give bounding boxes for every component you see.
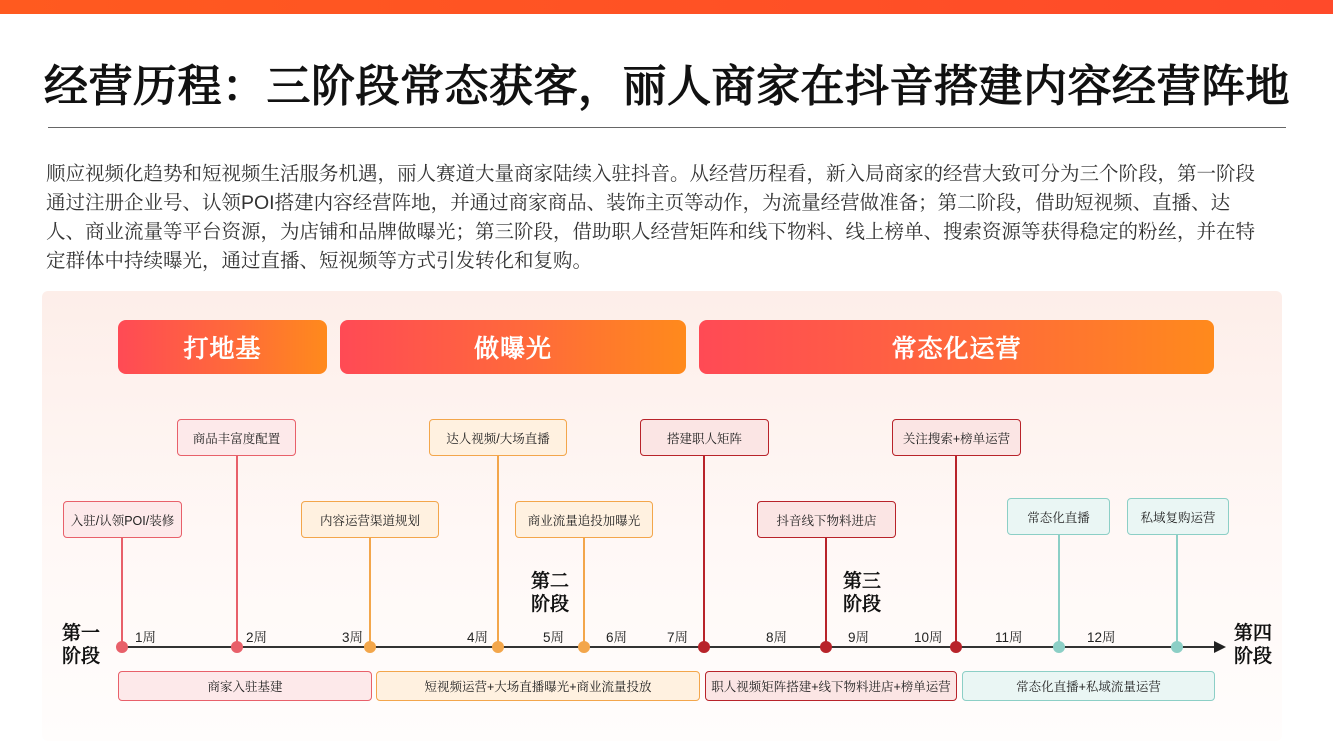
week-label: 7周	[667, 630, 689, 645]
stage-label-second	[531, 570, 569, 616]
week-label: 11周	[995, 630, 1023, 645]
milestone-box: 达人视频/大场直播	[429, 419, 567, 456]
milestone-box: 入驻/认领POI/装修	[63, 501, 182, 538]
timeline-dot	[116, 641, 128, 653]
week-label: 12周	[1087, 630, 1116, 645]
timeline-dot	[1053, 641, 1065, 653]
milestone-box: 内容运营渠道规划	[301, 501, 439, 538]
milestone-box: 搭建职人矩阵	[640, 419, 769, 456]
timeline-dot	[1171, 641, 1183, 653]
phase-foundation: 打地基	[118, 320, 327, 374]
axis-arrow-icon	[1214, 641, 1226, 653]
milestone-box: 商业流量追投加曝光	[515, 501, 653, 538]
stage-label-line: 第四	[1234, 623, 1273, 644]
timeline-dot	[492, 641, 504, 653]
timeline-dot	[364, 641, 376, 653]
stage-label-line: 阶段	[62, 646, 101, 667]
milestone-box: 常态化直播	[1007, 498, 1110, 535]
week-label: 5周	[543, 630, 565, 645]
intro-paragraph: 顺应视频化趋势和短视频生活服务机遇，丽人赛道大量商家陆续入驻抖音。从经营历程看，新入局商家的经营大致可分为三个阶段，第一阶段通过注册企业号、认领POI搭建内容经营阵地，并通过商家商品、装饰主页等动作，为流量经营做准备；第二阶段，借助短视频、直播、达人、商业流量等平台资源，为店铺和品牌做曝光；第三阶段，借助职人经营矩阵和线下物料、线上榜单、搜索资源等获得稳定的粉丝，并在特定群体中持续曝光，通过直播、短视频等方式引发转化和复购。	[46, 163, 1256, 272]
bottom-summary-bar: 商家入驻基建	[118, 671, 372, 701]
stage-label-third	[843, 570, 881, 616]
week-label: 2周	[246, 630, 268, 645]
stage-label-line: 阶段	[1234, 646, 1273, 667]
stage-label-line: 阶段	[843, 594, 882, 615]
milestone-box: 私域复购运营	[1127, 498, 1229, 535]
phase-exposure: 做曝光	[340, 320, 686, 374]
week-label: 3周	[342, 630, 364, 645]
milestone-box: 关注搜索+榜单运营	[892, 419, 1021, 456]
timeline-dot	[950, 641, 962, 653]
bottom-summary-bar: 短视频运营+大场直播曝光+商业流量投放	[376, 671, 700, 701]
stage-label-line: 第一	[62, 623, 101, 644]
timeline-dot	[698, 641, 710, 653]
stage-label-line: 第二	[531, 571, 570, 592]
week-label: 1周	[135, 630, 157, 645]
week-label: 6周	[606, 630, 628, 645]
timeline-dot	[578, 641, 590, 653]
milestone-box: 商品丰富度配置	[177, 419, 296, 456]
milestone-box: 抖音线下物料进店	[757, 501, 896, 538]
timeline-dot	[231, 641, 243, 653]
stage-label-fourth	[1234, 622, 1272, 668]
page-title: 经营历程：三阶段常态获客，丽人商家在抖音搭建内容经营阵地	[44, 62, 1290, 111]
bottom-summary-bar: 职人视频矩阵搭建+线下物料进店+榜单运营	[705, 671, 957, 701]
week-label: 10周	[914, 630, 943, 645]
bottom-summary-bar: 常态化直播+私域流量运营	[962, 671, 1215, 701]
week-label: 8周	[766, 630, 788, 645]
week-label: 4周	[467, 630, 489, 645]
timeline-dot	[820, 641, 832, 653]
phase-operation: 常态化运营	[699, 320, 1214, 374]
stage-label-line: 第三	[843, 571, 882, 592]
week-label: 9周	[848, 630, 870, 645]
stage-label-first	[62, 622, 100, 668]
stage-label-line: 阶段	[531, 594, 570, 615]
